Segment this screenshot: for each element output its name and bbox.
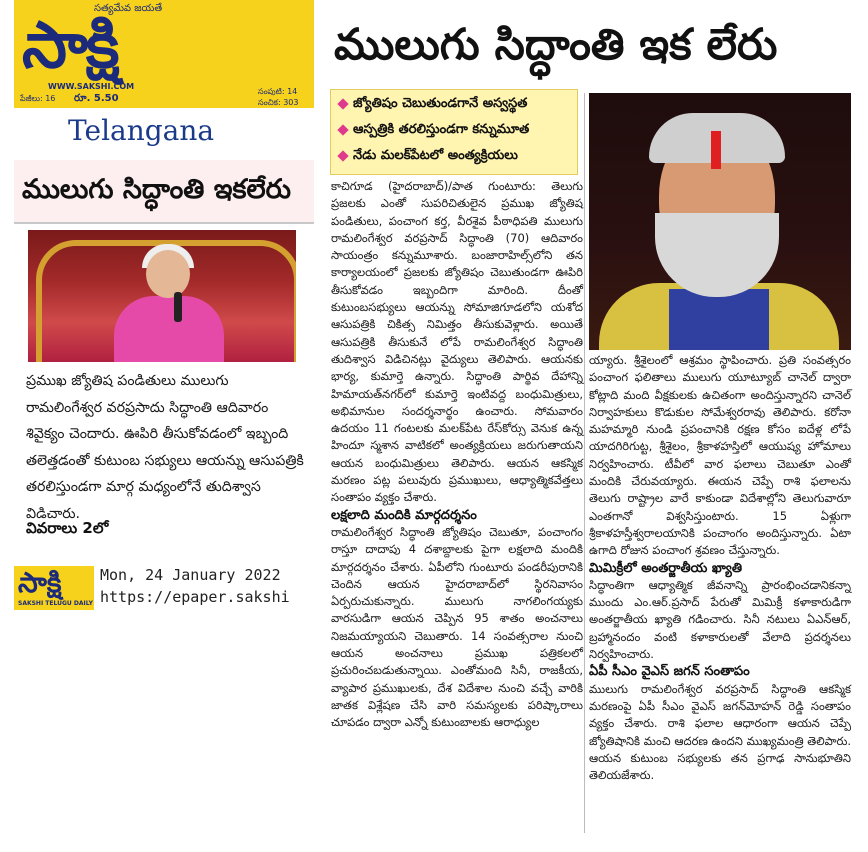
masthead-price: రూ. 5.50	[74, 93, 119, 104]
article-subheading: లక్షలాది మందికి మార్గదర్శనం	[331, 507, 477, 523]
left-headline-box	[14, 160, 314, 224]
footer-logo-sub: SAKSHI TELUGU DAILY	[18, 600, 93, 607]
left-headline: ములుగు సిద్ధాంతి ఇకలేరు	[22, 174, 292, 205]
article-subheading: మిమిక్రీలో అంతర్జాతీయ ఖ్యాతి	[589, 560, 743, 576]
footer-logo-text: సాక్షి	[18, 566, 62, 599]
masthead	[14, 0, 314, 108]
article-subheading: ఏపీ సీఎం వైఎస్ జగన్ సంతాపం	[589, 664, 750, 680]
article-paragraph: కాచిగూడ (హైదరాబాద్)/పాత గుంటూరు: తెలుగు ప్రజలకు ఎంతో సుపరిచితులైన ప్రముఖ జ్యోతిష పండితులు, పంచాంగ కర్త, వీరశైవ పీఠాధిపతి ములుగు రామలింగేశ్వర వరప్రసాద్ సిద్ధాంతి (70) ఆదివారం సాయంత్రం కన్నుమూశారు. బంజారాహిల్స్‌లోని తన కార్యాలయంలో ప్రజలకు జ్యోతిషం చెబుతుండగా ఊపిరి తీసుకోవడం ఇబ్బందిగా మారింది. దీంతో కుటుంబసభ్యులు ఆయన్ను సోమాజిగూడలోని యశోద ఆసుపత్రికి చికిత్స నిమిత్తం తీసుకువెళ్లారు. అయితే ఆసుపత్రికి తీసుకునే లోపే రామలింగేశ్వర సిద్ధాంతి తుదిశ్వాస విడిచినట్లు వైద్యులు తెలిపారు. ఆయనకు భార్య, కుమార్తె ఉన్నారు. సిద్ధాంతి పార్థివ దేహాన్ని హిమాయత్‌నగర్‌లో కుమార్తె ఇంటివద్ద బంధుమిత్రులు, అభిమానుల సందర్శనార్థం ఉంచారు. సోమవారం ఉదయం 11 గంటలకు మలక్‌పేట రేస్‌కోర్సు వెనుక ఉన్న హిందూ స్మశాన వాటికలో అంత్యక్రియలు జరుగుతాయని ఆయన బంధుమిత్రులు తెలిపారు. ఆయన ఆకస్మిక మరణం పట్ల పలువురు ప్రముఖులు, ఆధ్యాత్మికవేత్తలు సంతాపం వ్యక్తం చేశారు.	[331, 179, 583, 505]
microphone-icon	[174, 292, 182, 322]
article-column-1	[331, 178, 583, 732]
masthead-site: WWW.SAKSHI.COM	[48, 82, 135, 91]
footer-logo	[14, 566, 94, 610]
left-summary: ప్రముఖ జ్యోతిష పండితులు ములుగు రామలింగేశ్వర వరప్రసాదు సిద్ధాంతి ఆదివారం శివైక్యం చెందారు. ఊపిరి తీసుకోవడంలో ఇబ్బంది తలెత్తడంతో కుటుంబ సభ్యులు ఆయన్ను ఆసుపత్రికి తరలిస్తుండగా మార్గ మధ్యంలోనే తుదిశ్వాస విడిచారు.	[26, 373, 304, 522]
masthead-volume	[258, 86, 298, 108]
highlight-item	[339, 96, 527, 114]
footer-date: Mon, 24 January 2022	[100, 566, 281, 584]
figure-head	[146, 250, 190, 298]
article-paragraph: య్యారు. శ్రీశైలంలో ఆశ్రమం స్థాపించారు. ప్రతి సంవత్సరం పంచాంగ ఫలితాలు ములుగు యూట్యూబ్ చానెల్ ద్వారా కోట్లాది మంది వీక్షకులకు ఉచితంగా అందిస్తున్నారని చానెల్ నిర్వాహకులు కొడుకుల సోమేశ్వరరావు తెలిపారు. కరోనా మహమ్మారి నుండి ప్రపంచానికి రక్షణ కోసం ఐదేళ్ల లోపే యాదగిరిగుట్ట, శ్రీశైలం, శ్రీకాళహస్తిలో ఆయుష్య హోమాలు నిర్వహించారు. టీవీలో వార ఫలాలు చెబుతూ ఎంతో మందికి చేరువయ్యారు. ఈయన చెప్పే రాశి ఫలాలను తెలుగు రాష్ట్రాల వారే కాకుండా విదేశాల్లోని తెలుగువారూ ఎంతగానో విశ్వసిస్తుంటారు. 15 ఏళ్లుగా శ్రీకాళహస్తీశ్వరాలయానికి పంచాంగం అందిస్తున్నారు. ఏటా ఉగాది రోజున పంచాంగ శ్రవణం చేస్తున్నారు.	[589, 353, 851, 558]
highlights-box	[330, 89, 578, 175]
highlight-item	[339, 122, 529, 140]
portrait-tilak	[711, 131, 721, 169]
article-column-2	[589, 352, 851, 784]
masthead-motto: సత్యమేవ జయతే	[94, 3, 163, 14]
highlight-text: నేడు మలక్‌పేటలో అంత్యక్రియలు	[353, 148, 518, 163]
portrait-photo	[589, 93, 851, 350]
diamond-bullet-icon	[337, 124, 348, 135]
column-divider	[584, 93, 585, 833]
masthead-logo: సాక్షి	[22, 9, 118, 83]
left-photo	[28, 230, 296, 362]
article-paragraph: ములుగు రామలింగేశ్వర వరప్రసాద్ సిద్ధాంతి ఆకస్మిక మరణంపై ఏపీ సీఎం వైఎస్ జగన్‌మోహన్ రెడ్డి సంతాపం వ్యక్తం చేశారు. రాశి ఫలాల ఆధారంగా ఆయన చెప్పే జ్యోతిషానికి మంచి ఆదరణ ఉందని ముఖ్యమంత్రి తెలిపారు. ఆయన కుటుంబ సభ్యులకు తన ప్రగాఢ సానుభూతిని తెలియజేశారు.	[589, 681, 851, 783]
masthead-volume-line: సంపుటి: 14	[258, 87, 298, 96]
article-title: ములుగు సిద్ధాంతి ఇక లేరు	[334, 20, 778, 70]
diamond-bullet-icon	[337, 150, 348, 161]
portrait-shirt	[669, 289, 769, 350]
highlight-item	[339, 148, 518, 166]
highlight-text: ఆస్పత్రికి తరలిస్తుండగా కన్నుమూత	[353, 122, 530, 137]
article-paragraph: రామలింగేశ్వర సిద్ధాంతి జ్యోతిషం చెబుతూ, పంచాంగం రాస్తూ దాదాపు 4 దశాబ్దాలకు పైగా లక్షలాది మందికి మార్గదర్శనం చేశారు. ఏపీలోని గుంటూరు పండరీపురానికి చెందిన ఆయన హైదరాబాద్‌లో స్థిరనివాసం ఏర్పరుచుకున్నారు. ములుగు నాగలింగయ్యకు వారసుడిగా ఆయన చెప్పిన 95 శాతం అంచనాలు నిజమయ్యాయని చెబుతారు. 14 సంవత్సరాల నుంచి ఆయన అంచనాలు ప్రముఖ పత్రికలలో ప్రచురించబడుతున్నాయి. ఎంతోమంది సినీ, రాజకీయ, వ్యాపార ప్రముఖులకు, దేశ విదేశాల నుంచి వచ్చే వారికి జాతక విశ్లేషణ చేసి వారి సమస్యలకు పరిష్కారాలు చూపడం ద్వారా ఎన్నో కుటుంబాలకు ఆరాధ్యుల	[331, 524, 583, 730]
figure-body	[114, 296, 224, 362]
edition-name: Telangana	[68, 114, 215, 147]
masthead-pages: పేజీలు: 16	[20, 94, 56, 103]
diamond-bullet-icon	[337, 98, 348, 109]
highlight-text: జ్యోతిషం చెబుతుండగానే అస్వస్థత	[353, 96, 528, 111]
masthead-issue-line: సంచిక: 303	[258, 98, 299, 107]
footer-url[interactable]: https://epaper.sakshi	[100, 588, 290, 606]
article-paragraph: సిద్ధాంతిగా ఆధ్యాత్మిక జీవనాన్ని ప్రారంభించడానికన్నా ముందు ఎం.ఆర్.ప్రసాద్ పేరుతో మిమిక్రీ కళాకారుడిగా అంతర్జాతీయ ఖ్యాతి గడించారు. సినీ నటులు ఏఎన్ఆర్, బ్రహ్మానందం వంటి కళాకారులతో వేలాది ప్రదర్శనలు నిర్వహించారు.	[589, 577, 851, 662]
read-more-link[interactable]: వివరాలు 2లో	[26, 519, 109, 537]
